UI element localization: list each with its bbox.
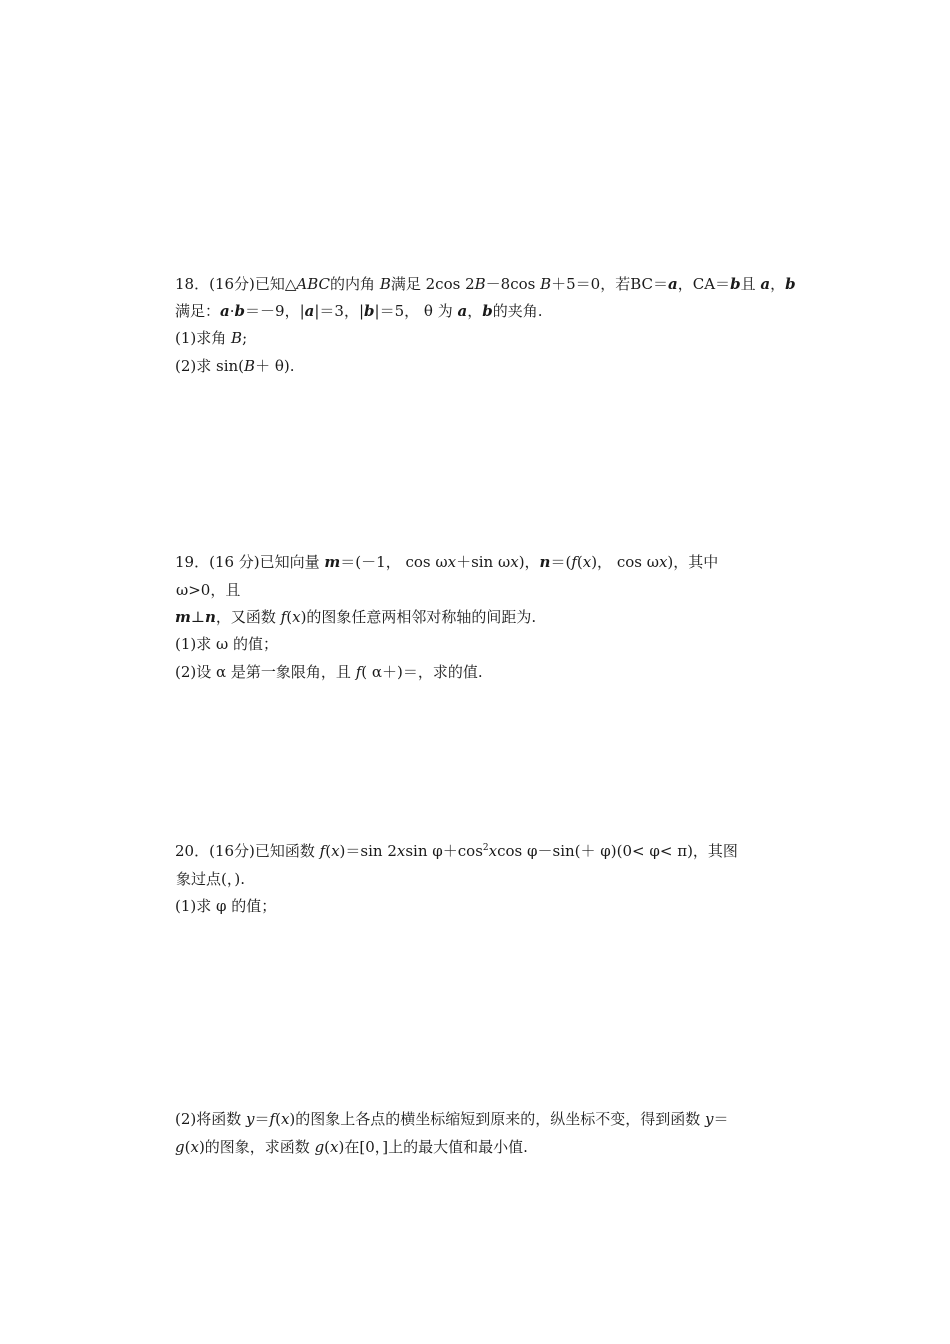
q20-part-2-line-1: (2)将函数 y＝f(x)的图象上各点的横坐标缩短到原来的，纵坐标不变，得到函数 y＝: [175, 1110, 729, 1128]
q18-part-2: (2)求 sin(B＋ θ).: [175, 357, 295, 375]
q19-line-1: 19．(16 分)已知向量 m＝(－1， cos ωx＋sin ωx)，n＝(f(x)， cos ωx)，其中: [175, 553, 719, 571]
q19-line-3: m⊥n，又函数 f(x)的图象任意两相邻对称轴的间距为.: [175, 608, 537, 626]
q18-line-1: 18．(16分)已知△ABC的内角 B满足 2cos 2B－8cos B＋5＝0，若BC＝a，CA＝b且 a，b: [175, 275, 796, 293]
q19-part-1: (1)求 ω 的值；: [175, 635, 279, 653]
q20-line-1: 20．(16分)已知函数 f(x)＝sin 2xsin $\varphi+\cos^2xcos$ φ－sin(＋ φ)(0< φ< π)，其图: [175, 842, 738, 860]
q19-line-2: ω>0，且: [176, 581, 241, 599]
q20-part-1: (1)求 φ 的值；: [175, 897, 277, 915]
q19-part-2: (2)设 α 是第一象限角，且 f( α＋)＝，求的值.: [175, 663, 483, 681]
q20-part-2-line-2: g(x)的图象，求函数 g(x)在[0，]上的最大值和最小值.: [175, 1138, 528, 1156]
q20-line-2: 象过点(，).: [176, 870, 245, 888]
q18-line-2: 满足：a·b＝－9，|a|＝3，|b|＝5， θ 为 a，b的夹角.: [175, 302, 543, 320]
q18-part-1: (1)求角 B;: [175, 329, 248, 347]
